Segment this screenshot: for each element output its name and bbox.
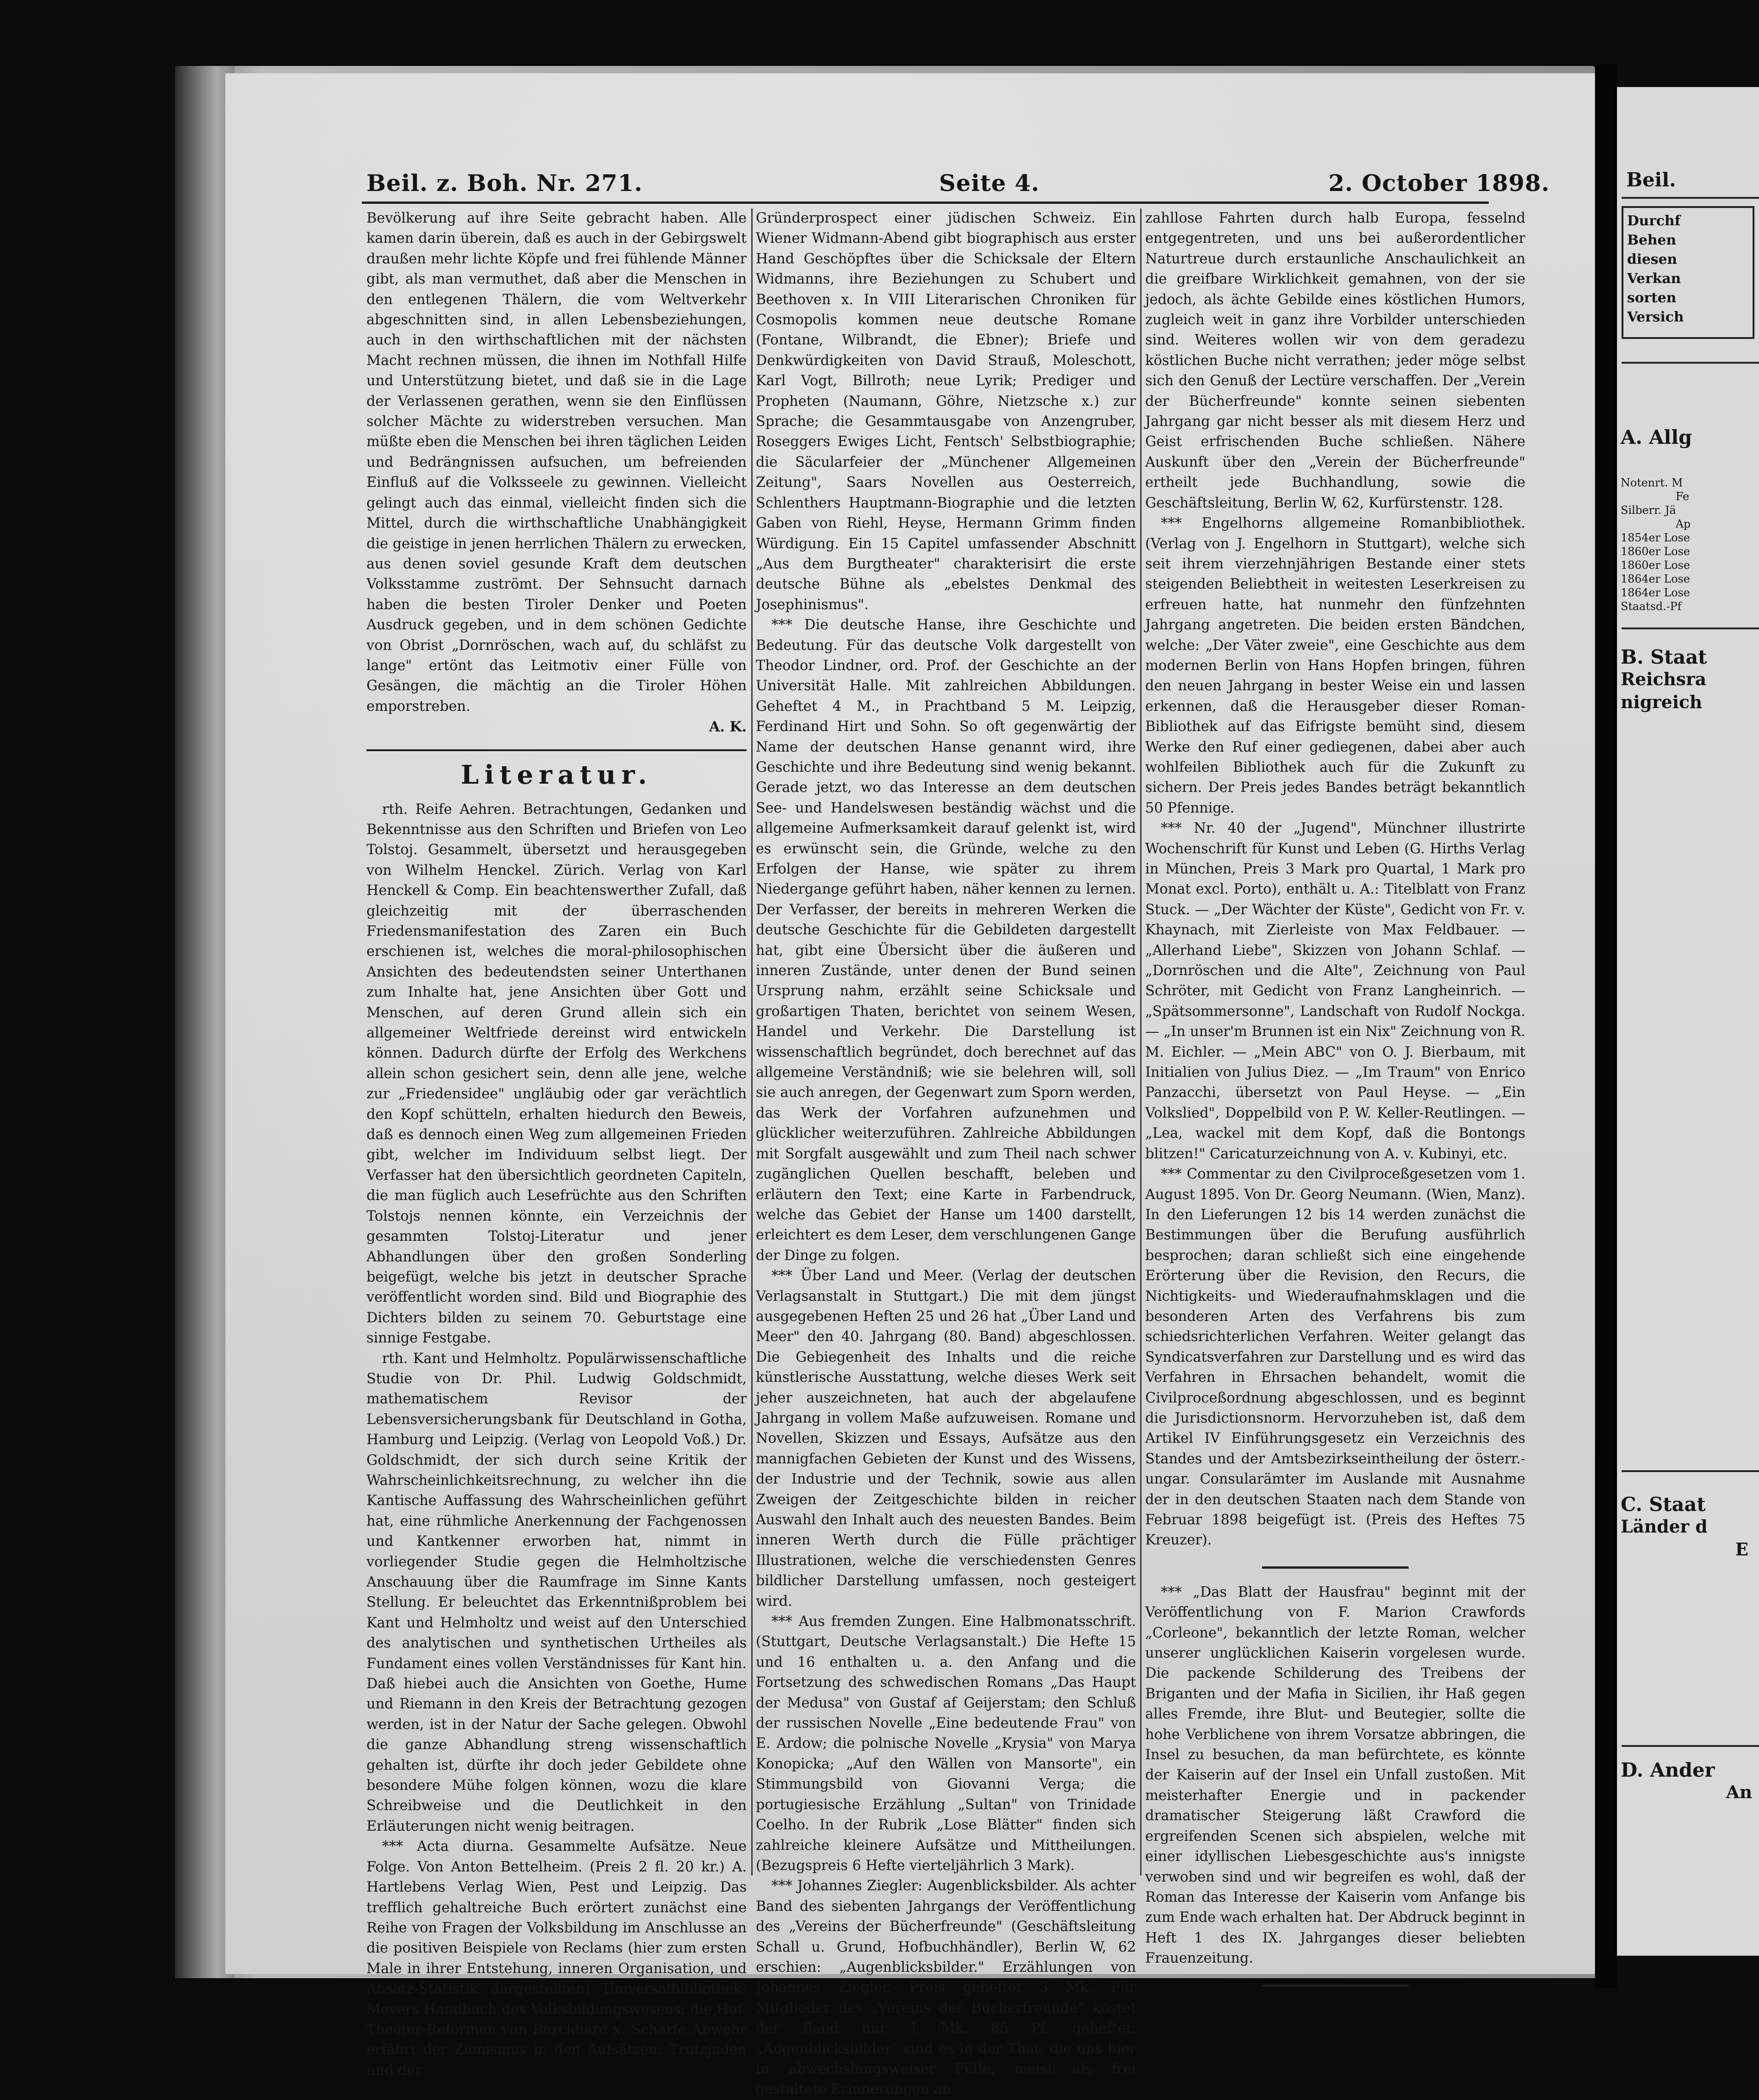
adjacent-row: Ap	[1676, 518, 1691, 530]
adjacent-box-line: diesen	[1627, 251, 1677, 267]
adjacent-row: 1864er Lose	[1621, 586, 1690, 599]
section-rule	[366, 749, 747, 751]
adjacent-section-a: A. Allg	[1621, 426, 1692, 448]
review-blatt-der-hausfrau: *** „Das Blatt der Hausfrau" beginnt mit der Veröffentlichung von F. Marion Crawfords „Corleone", bekanntlich der letzte Roman, welcher unserer unglücklichen Kaiserin vorgelesen wurde. Die packende Schilderung des Treibens der Briganten und der Mafia in Sicilien, ihr Haß gegen alles Fremde, ihre Blut- und Beutegier, sollte die hohe Verblichene von ihrem Vorsatze abbringen, die Insel zu besuchen, da man befürchtete, es könnte der Kaiserin auf der Insel ein Unfall zustoßen. Mit meisterhafter Energie und in packender dramatischer Steigerung läßt Crawford die ergreifenden Scenen sich abspielen, welche mit einer idyllischen Liebesgeschichte aus's innigste verwoben sind und wir begreifen es wohl, daß der Roman das Interesse der Kaiserin vom Anfange bis zum Ende wach erhalten hat. Der Abdruck beginnt in Heft 1 des IX. Jahrganges dieser beliebten Frauenzeitung.	[1145, 1584, 1525, 1967]
adjacent-rule	[1622, 362, 1759, 364]
column-separator	[751, 208, 753, 1876]
adjacent-rule	[1622, 197, 1759, 199]
adjacent-section-d: D. Ander	[1621, 1759, 1715, 1781]
review-civilprocess: *** Commentar zu den Civilproceßgesetzen vom 1. August 1895. Von Dr. Georg Neumann. (Wien, Manz). In den Lieferungen 12 bis 14 werden zunächst die Bestimmungen über die Berufung ausführlich besprochen; daran schließt sich eine eingehende Erörterung über die Revision, den Recurs, die Nichtigkeits- und Wiederaufnahmsklagen und die besonderen Arten des Verfahrens bis zum schiedsrichterlichen Verfahren. Weiter gelangt das Syndicatsverfahren zur Darstellung und es wird das Verfahren in Ehrsachen behandelt, womit die Civilproceßordnung abgeschlossen, und es beginnt die Jurisdictionsnorm. Hervorzuheben ist, daß dem Artikel IV Einführungsgesetz ein Verzeichnis des Standes und der Amtsbezirkseintheilung der österr.-ungar. Consularämter im Auslande mit Ausnahme der in den deutschen Staaten nach dem Stande von Februar 1898 beigefügt ist. (Preis des Heftes 75 Kreuzer).	[1145, 1166, 1525, 1549]
adjacent-row: Staatsd.-Pf	[1621, 600, 1682, 613]
adjacent-row: Länder d	[1621, 1516, 1708, 1537]
header-page-number: Seite 4.	[939, 169, 1040, 196]
adjacent-row: An	[1726, 1782, 1753, 1802]
review-land-und-meer: *** Über Land und Meer. (Verlag der deutschen Verlagsanstalt in Stuttgart.) Die mit dem jüngst ausgegebenen Heften 25 und 26 hat „Über Land und Meer" den 40. Jahrgang (80. Band) abgeschlossen. Die Gebiegenheit des Inhalts und die reiche künstlerische Ausstattung, welche dieses Werk seit jeher auszeichneten, hat auch der abgelaufene Jahrgang in vollem Maße aufzuweisen. Romane und Novellen, Skizzen und Essays, Aufsätze aus den mannigfachen Gebieten der Kunst und des Wissens, der Industrie und der Technik, sowie aus allen Zweigen der Zeitgeschichte bilden in reicher Auswahl den Inhalt auch des neuesten Bandes. Beim inneren Werth durch die Fülle prächtiger Illustrationen, welche die verschiedensten Genres bildlicher Darstellung umfassen, noch gesteigert wird.	[756, 1268, 1136, 1609]
article-continuation: Bevölkerung auf ihre Seite gebracht haben. Alle kamen darin überein, daß es auch in der Gebirgswelt draußen mehr lichte Köpfe und frei fühlende Männer gibt, als man vermuthet, daß aber die Menschen in den entlegenen Thälern, die vom Weltverkehr abgeschnitten sind, in allen Lebensbeziehungen, auch in den wirthschaftlichen mit der nächsten Macht rechnen müssen, die ihnen im Nothfall Hilfe und Unterstützung bietet, und daß sie in die Lage der Verlassenen gerathen, wenn sie den Einflüssen solcher Mächte zu widerstreben versuchen. Man müßte eben die Menschen bei ihren täglichen Leiden und Bedrängnissen aufsuchen, um befreienden Einfluß auf die Volksseele zu gewinnen. Vielleicht gelingt auch das einmal, vielleicht finden sich die Mittel, durch die wirthschaftliche Unabhängigkeit die geistige in jenen herrlichen Thälern zu erwecken, aus denen soviel gesunde Kraft dem deutschen Volksstamme zuströmt. Der Sehnsucht darnach haben die besten Tiroler Denker und Poeten Ausdruck gegeben, und in dem schönen Gedichte von Obrist „Dornröschen, wach auf, du schläfst zu lange" ertönt das Leitmotiv einer Fülle von Gesängen, die mächtig an die Tiroler Höhen emporstreben.	[366, 210, 747, 715]
review-augenblicksbilder-cont: zahllose Fahrten durch halb Europa, fesselnd entgegentreten, und uns bei außerordentlicher Naturtreue durch erstaunliche Anschaulichkeit an die greifbare Wirklichkeit gemahnen, von der sie jedoch, als ächte Gebilde eines köstlichen Humors, zugleich weit in ganz ihre Vorbilder unterschieden sind. Weiteres wollen wir von dem geradezu köstlichen Buche nicht verrathen; jeder möge selbst sich den Genuß der Lectüre verschaffen. Der „Verein der Bücherfreunde" konnte seinen siebenten Jahrgang gar nicht besser als mit diesem Herz und Geist erfrischenden Buche schließen. Nähere Auskunft über den „Verein der Bücherfreunde" ertheilt jede Buchhandlung, sowie die Geschäftsleitung, Berlin W, 62, Kurfürstenstr. 128.	[1145, 210, 1525, 511]
review-jugend: *** Nr. 40 der „Jugend", Münchner illustrirte Wochenschrift für Kunst und Leben (G. Hirths Verlag in München, Preis 3 Mark pro Quartal, 1 Mark pro Monat excl. Porto), enthält u. A.: Titelblatt von Franz Stuck. — „Der Wächter der Küste", Gedicht von Fr. v. Khaynach, mit Zierleiste von Max Feldbauer. — „Allerhand Liebe", Skizzen von Johann Schlaf. — „Dornröschen und die Alte", Zeichnung von Paul Schröter, mit Gedicht von Franz Langheinrich. — „Spätsommersonne", Landschaft von Rudolf Nockga. — „In unser'm Brunnen ist ein Nix" Zeichnung von R. M. Eichler. — „Mein ABC" von O. J. Bierbaum, mit Initialien von Julius Diez. — „Im Traum" von Enrico Panzacchi, übersetzt von Paul Heyse. — „Ein Volkslied", Doppelbild von P. W. Keller-Reutlingen. — „Lea, wackel mit dem Kopf, daß die Bontongs blitzen!" Caricaturzeichnung von A. v. Kubinyi, etc.	[1145, 820, 1525, 1162]
adjacent-row: Silberr. Jä	[1621, 504, 1676, 517]
column-2	[756, 208, 1136, 2098]
page-gutter	[1595, 64, 1617, 1988]
review-engelhorn: *** Engelhorns allgemeine Romanbibliothek. (Verlag von J. Engelhorn in Stuttgart), welche sich seit ihrem vierzehnjährigen Bestande einer stets steigenden Beliebtheit in weitesten Leserkreisen zu erfreuen hatte, hat nunmehr den fünfzehnten Jahrgang angetreten. Die beiden ersten Bändchen, welche: „Der Väter zweie", eine Geschichte aus dem modernen Berlin von Hans Hopfen bringen, führen den neuen Jahrgang in bester Weise ein und lassen erkennen, daß die Herausgeber dieser Roman-Bibliothek auf das Eifrigste bemüht sind, diesem Werke den Ruf einer gediegenen, dabei aber auch wohlfeilen Bibliothek auch für die Zukunft zu sichern. Der Preis jedes Bandes beträgt bekanntlich 50 Pfennige.	[1145, 515, 1525, 816]
adjacent-row: 1860er Lose	[1621, 559, 1690, 572]
adjacent-row: 1854er Lose	[1621, 531, 1690, 544]
adjacent-section-b: B. Staat	[1621, 646, 1707, 668]
adjacent-row: Notenrt. M	[1621, 476, 1683, 489]
adjacent-row: Reichsra	[1621, 669, 1706, 689]
adjacent-row: 1864er Lose	[1621, 573, 1690, 585]
review-augenblicksbilder: *** Johannes Ziegler: Augenblicksbilder. Als achter Band des siebenten Jahrgangs der Veröffentlichung des „Vereins der Bücherfreunde" (Geschäftsleitung Schall u. Grund, Hofbuchhändler), Berlin W, 62 erschien: „Augenblicksbilder." Erzählungen von Johannes Ziegler. Preis geheftet 3 Mk. Für Mitglieder des „Vereins der Bücherfreunde" kostet der Band nur 1 Mk. 85 Pf. geheftet. „Augenblicksbilder" sind es in der That, die uns hier in abwechslungsweiser Fülle, meist als frei gestaltete Erinnerungen an	[756, 1878, 1136, 2098]
adjacent-row: Fe	[1676, 490, 1689, 503]
column-1	[366, 208, 747, 2078]
header-rule	[362, 202, 1489, 204]
review-acta-diurna: *** Acta diurna. Gesammelte Aufsätze. Neue Folge. Von Anton Bettelheim. (Preis 2 fl. 20 kr.) A. Hartlebens Verlag Wien, Pest und Leipzig. Das trefflich gehaltreiche Buch erörtert zunächst eine Reihe von Fragen der Volksbildung im Anschlusse an die positiven Beispiele von Reclams (hier zum ersten Male in ihrer Entstehung, inneren Organisation, und Absatz-Statistik dargestellten) Universalbibliothek; Meyers Handbuch des Volksbildungswesens; die Hof-Theater-Reformen von Burckhard x. Scharfe Abwehr erfährt der Zionismus in den Aufsätzen: Trutzjuden und der	[366, 1838, 747, 2078]
adjacent-box-line: Behen	[1627, 232, 1677, 248]
adjacent-row: nigreich	[1621, 692, 1703, 712]
author-signature: A. K.	[709, 719, 747, 736]
adjacent-box-line: Verkan	[1627, 271, 1681, 287]
review-kant-helmholtz: rth. Kant und Helmholtz. Populärwissenschaftliche Studie von Dr. Phil. Ludwig Goldschmidt, mathematischem Revisor der Lebensversicherungsbank für Deutschland in Gotha, Hamburg und Leipzig. (Verlag von Leopold Voß.) Dr. Goldschmidt, der sich durch seine Kritik der Wahrscheinlichkeitsrechnung, zu welcher ihn die Kantische Auffassung des Wahrscheinlichen geführt hat, eine rühmliche Anerkennung der Fachgenossen und Kantkenner erworben hat, nimmt in vorliegender Studie gegen die Helmholtzische Anschauung über die Raumfrage im Sinne Kants Stellung. Er beleuchtet das Erkenntnißproblem bei Kant und Helmholtz und weist auf den Unterschied des analytischen und synthetischen Urtheiles als Fundament eines vollen Verständnisses für Kant hin. Daß hiebei auch die Ansichten von Goethe, Hume und Riemann in den Kreis der Betrachtung gezogen werden, ist in der Natur der Sache gelegen. Obwohl die ganze Abhandlung streng wissenschaftlich gehalten ist, dürfte ihr doch jeder Gebildete ohne besondere Mühe folgen können, wozu die klare Schreibweise und die Deutlichkeit in den Erläuterungen nicht wenig beitragen.	[366, 1350, 747, 1834]
adjacent-row: E	[1735, 1539, 1748, 1560]
adjacent-box-line: sorten	[1627, 290, 1677, 306]
review-reife-aehren: rth. Reife Aehren. Betrachtungen, Gedanken und Bekenntnisse aus den Schriften und Briefen von Leo Tolstoj. Gesammelt, übersetzt und herausgegeben von Wilhelm Henckel. Zürich. Verlag von Karl Henckell & Comp. Ein beachtenswerther Zufall, daß gleichzeitig mit der überraschenden Friedensmanifestation des Zaren ein Buch erschienen ist, welches die moral-philosophischen Ansichten des bedeutendsten seiner Unterthanen zum Inhalte hat, jene Ansichten über Gott und Menschen, auf deren Grund allein sich ein allgemeiner Weltfriede dereinst wird entwickeln können. Dadurch dürfte der Erfolg des Werkchens allein schon gesichert sein, denn alle jene, welche zur „Friedensidee" ungläubig oder gar verächtlich den Kopf schütteln, erhalten hiedurch den Beweis, daß es dennoch einen Weg zum allgemeinen Frieden gibt, welcher im Individuum selbst liegt. Der Verfasser hat den übersichtlich geordneten Capiteln, die man füglich auch Lesefrüchte aus den Schriften Tolstojs nennen könnte, ein Verzeichnis der gesammten Tolstoj-Literatur und jener Abhandlungen über den großen Sonderling beigefügt, welche bis jetzt in deutscher Sprache veröffentlicht worden sind. Bild und Biographie des Dichters bilden zu seinem 70. Geburtstage eine sinnige Festgabe.	[366, 801, 747, 1347]
adjacent-rule	[1622, 627, 1759, 629]
adjacent-rule	[1622, 1470, 1759, 1472]
adjacent-section-c: C. Staat	[1621, 1493, 1706, 1516]
review-deutsche-hanse: *** Die deutsche Hanse, ihre Geschichte und Bedeutung. Für das deutsche Volk dargestellt von Theodor Lindner, ord. Prof. der Geschichte an der Universität Halle. Mit zahlreichen Abbildungen. Geheftet 4 M., in Prachtband 5 M. Leipzig, Ferdinand Hirt und Sohn. So oft gegenwärtig der Name der deutschen Hanse genannt wird, ihre Geschichte und ihre Bedeutung sind wenig bekannt. Gerade jetzt, wo das Interesse an dem deutschen See- und Handelswesen beständig wächst und die allgemeine Aufmerksamkeit darauf gelenkt ist, wird es erwünscht sein, die Gründe, welche zu den Erfolgen der Hanse, wie später zu ihrem Niedergange geführt haben, näher kennen zu lernen. Der Verfasser, der bereits in mehreren Werken die deutsche Geschichte für die Gebildeten dargestellt hat, gibt eine Übersicht über die äußeren und inneren Zustände, unter denen der Bund seinen Ursprung nahm, erzählt seine Schicksale und großartigen Thaten, berichtet von seinem Wesen, Handel und Verkehr. Die Darstellung ist wissenschaftlich begründet, doch berechnet auf das allgemeine Verständniß; wie sie belehren will, soll sie auch anregen, der Gegenwart zum Sporn werden, das Werk der Vorfahren aufzunehmen und glücklicher weiterzuführen. Zahlreiche Abbildungen mit Sorgfalt ausgewählt und zum Theil nach schwer zugänglichen Quellen beschafft, beleben und erläutern den Text; eine Karte in Farbendruck, welche das Gebiet der Hanse um 1400 darstellt, erleichtert es dem Leser, dem verschlungenen Gange der Dinge zu folgen.	[756, 617, 1136, 1264]
adjacent-header: Beil.	[1626, 169, 1676, 191]
adjacent-box-line: Durchf	[1627, 213, 1681, 229]
review-acta-diurna-cont: Gründerprospect einer jüdischen Schweiz. Ein Wiener Widmann-Abend gibt biographisch aus erster Hand Geschöpftes über die Schicksale der Eltern Widmanns, ihre Beziehungen zu Schubert und Beethoven x. In VIII Literarischen Chroniken für Cosmopolis kommen neue deutsche Romane (Fontane, Wilbrandt, die Ebner); Briefe und Denkwürdigkeiten von David Strauß, Moleschott, Karl Vogt, Billroth; neue Lyrik; Prediger und Propheten (Naumann, Göhre, Nietzsche x.) zur Sprache; die Gesammtausgabe von Anzengruber, Roseggers Ewiges Licht, Fentsch' Selbstbiographie; die Säcularfeier der „Münchener Allgemeinen Zeitung", Saars Novellen aus Oesterreich, Schlenthers Hauptmann-Biographie und die letzten Gaben von Riehl, Heyse, Hermann Grimm finden Würdigung. Ein 15 Capitel umfassender Abschnitt „Aus dem Burgtheater" charakterisirt die erste deutsche Bühne als „ebelstes Denkmal des Josephinismus".	[756, 210, 1136, 613]
adjacent-page	[1617, 87, 1759, 1956]
adjacent-box-line: Versich	[1627, 309, 1684, 325]
adjacent-box	[1622, 206, 1754, 339]
adjacent-row: 1860er Lose	[1621, 545, 1690, 558]
column-separator	[1140, 208, 1142, 1876]
header-issue: Beil. z. Boh. Nr. 271.	[366, 169, 643, 196]
column-3	[1145, 208, 1525, 1967]
end-rule	[1262, 1985, 1409, 1987]
section-title-literatur: Literatur.	[460, 759, 653, 790]
review-fremden-zungen: *** Aus fremden Zungen. Eine Halbmonatsschrift. (Stuttgart, Deutsche Verlagsanstalt.) Die Hefte 15 und 16 enthalten u. a. den Anfang und die Fortsetzung des schwedischen Romans „Das Haupt der Medusa" von Gustaf af Geijerstam; den Schluß der russischen Novelle „Eine bedeutende Frau" von E. Ardow; die polnische Novelle „Krysia" von Marya Konopicka; „Auf den Wällen von Mansorte", ein Stimmungsbild von Giovanni Verga; die portugiesische Erzählung „Sultan" von Trinidade Coelho. In der Rubrik „Lose Blätter" finden sich zahlreiche kleinere Aufsätze und Mittheilungen. (Bezugspreis 6 Hefte vierteljährlich 3 Mark).	[756, 1614, 1136, 1874]
header-date: 2. October 1898.	[1328, 169, 1550, 196]
adjacent-rule	[1622, 1745, 1759, 1747]
divider-rule	[1262, 1566, 1409, 1569]
